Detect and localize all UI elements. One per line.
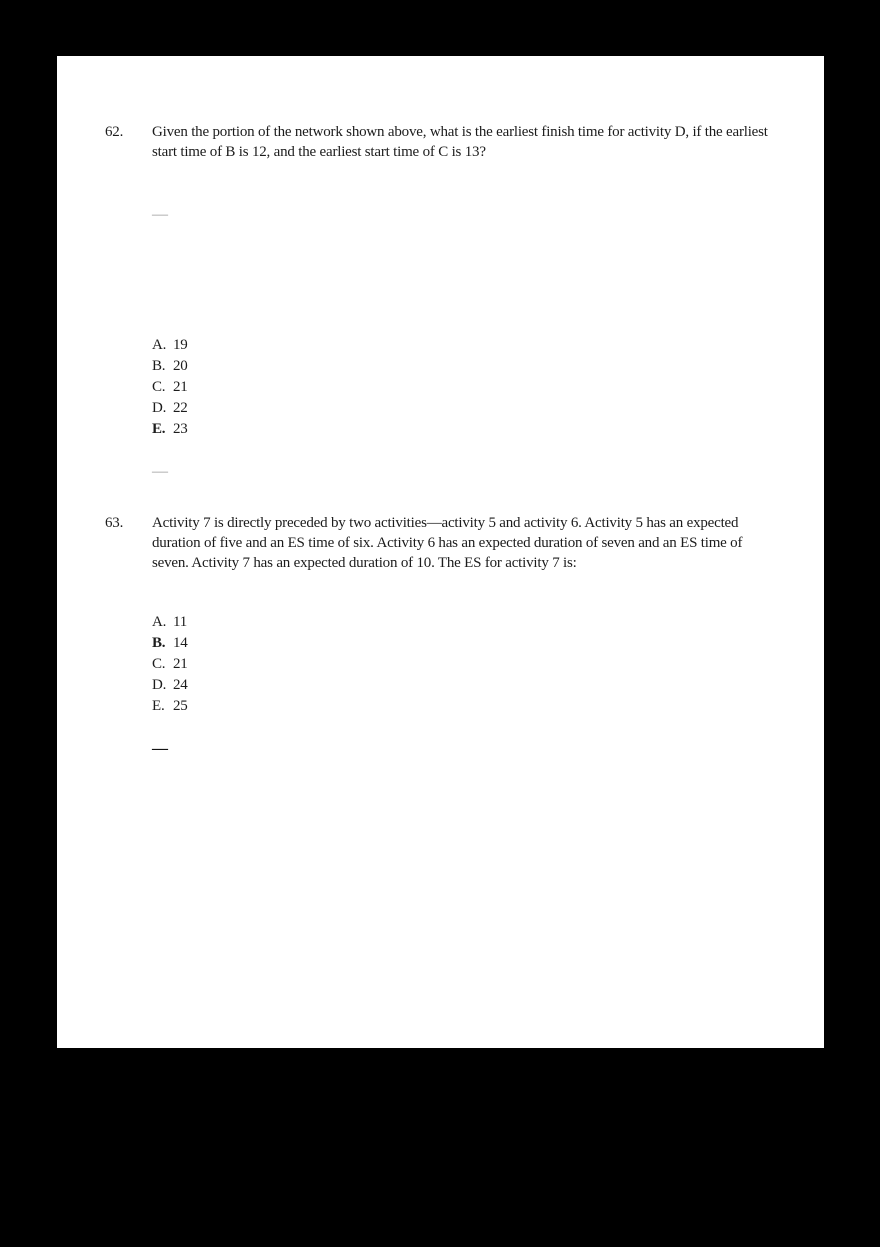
option-value: 24: [173, 677, 188, 693]
option-value: 23: [173, 421, 188, 437]
document-page: [57, 56, 824, 1048]
option-value: 14: [173, 635, 188, 651]
option-row: [152, 612, 188, 633]
option-value: 25: [173, 698, 188, 714]
option-value: 21: [173, 379, 188, 395]
option-value: 22: [173, 400, 188, 416]
option-value: 20: [173, 358, 188, 374]
option-letter: D.: [152, 677, 167, 693]
option-letter: C.: [152, 656, 166, 672]
section-divider-dash: —: [152, 740, 168, 757]
option-letter: A.: [152, 337, 167, 353]
question-62: [105, 122, 772, 162]
option-value: 21: [173, 656, 188, 672]
question-63-text: Activity 7 is directly preceded by two activities—activity 5 and activity 6. Activity 5 has an expected duration of five and an ES time of six. Activity 6 has an expected duration of seven and an ES time of seven. Activity 7 has an expected duration of 10. The ES for activity 7 is:: [152, 515, 743, 571]
option-row: [152, 377, 188, 398]
option-row: [152, 654, 188, 675]
option-row: [152, 356, 188, 377]
section-divider-dash: —: [152, 463, 168, 480]
option-letter: D.: [152, 400, 167, 416]
question-63: [105, 513, 772, 573]
option-row: [152, 633, 188, 654]
question-63-options: [152, 612, 188, 717]
option-letter: C.: [152, 379, 166, 395]
option-letter: E.: [152, 421, 166, 437]
option-row: [152, 696, 188, 717]
option-value: 11: [173, 614, 188, 630]
option-letter: A.: [152, 614, 167, 630]
figure-placeholder-dash: —: [152, 206, 168, 223]
option-row: [152, 419, 188, 440]
option-row: [152, 675, 188, 696]
question-62-text: Given the portion of the network shown above, what is the earliest finish time for activity D, if the earliest start time of B is 12, and the earliest start time of C is 13?: [152, 124, 768, 160]
option-letter: B.: [152, 358, 166, 374]
option-value: 19: [173, 337, 188, 353]
option-letter: E.: [152, 698, 165, 714]
option-row: [152, 398, 188, 419]
option-letter: B.: [152, 635, 166, 651]
question-62-number: 62.: [105, 124, 124, 140]
question-63-number: 63.: [105, 515, 124, 531]
option-row: [152, 335, 188, 356]
question-62-options: [152, 335, 188, 440]
